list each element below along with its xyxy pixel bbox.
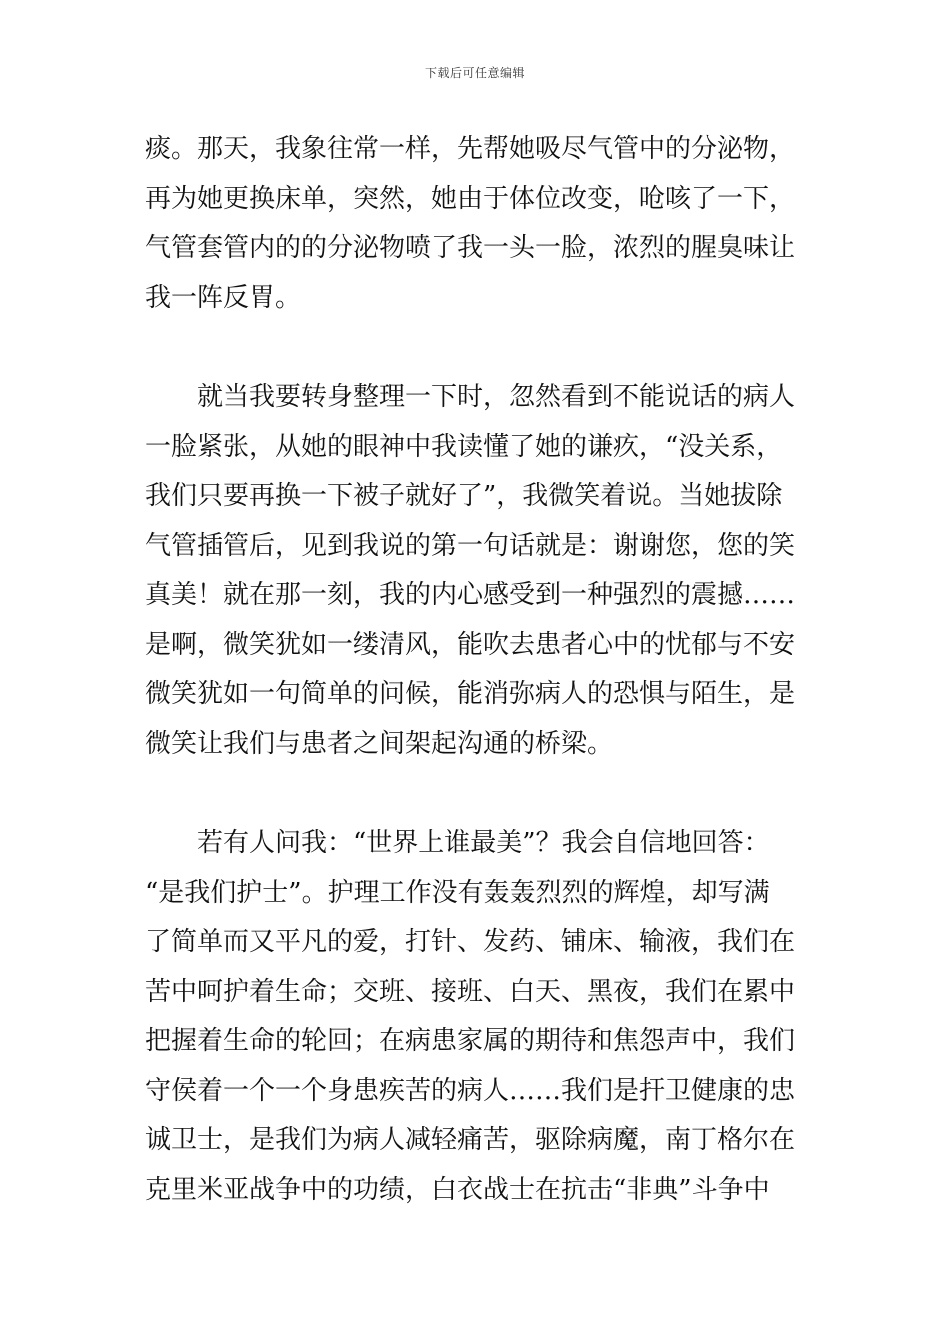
text-line: 真美！就在那一刻，我的内心感受到一种强烈的震撼……	[145, 580, 796, 610]
page-header: 下载后可任意编辑	[424, 66, 525, 80]
text-line: 守侯着一个一个身患疾苦的病人……我们是扞卫健康的忠	[145, 1076, 796, 1106]
text-line: 若有人问我：“世界上谁最美”？我会自信地回答：	[145, 828, 770, 858]
text-line: 痰。那天，我象往常一样，先帮她吸尽气管中的分泌物，	[145, 134, 796, 164]
text-line: 一脸紧张，从她的眼神中我读懂了她的谦疚，“没关系，	[145, 432, 783, 462]
text-line: 就当我要转身整理一下时，忽然看到不能说话的病人	[145, 382, 796, 412]
text-line: 我们只要再换一下被子就好了”，我微笑着说。当她拔除	[145, 481, 783, 511]
text-line: 克里米亚战争中的功绩，白衣战士在抗击“非典”斗争中	[145, 1175, 770, 1205]
text-line: 气管插管后，见到我说的第一句话就是：谢谢您，您的笑	[145, 531, 796, 561]
text-line: 诚卫士，是我们为病人减轻痛苦，驱除病魔，南丁格尔在	[145, 1125, 796, 1155]
text-line: 是啊，微笑犹如一缕清风，能吹去患者心中的忧郁与不安	[145, 630, 796, 660]
text-line: 再为她更换床单，突然，她由于体位改变，呛咳了一下，	[145, 184, 796, 214]
text-line: 气管套管内的的分泌物喷了我一头一脸，浓烈的腥臭味让	[145, 233, 796, 263]
text-line: 我一阵反胃。	[145, 283, 302, 313]
text-line: 了简单而又平凡的爱，打针、发药、铺床、输液，我们在	[145, 927, 796, 957]
text-line: 苦中呵护着生命；交班、接班、白天、黑夜，我们在累中	[145, 977, 796, 1007]
text-line: 把握着生命的轮回；在病患家属的期待和焦怨声中，我们	[145, 1026, 796, 1056]
text-line: “是我们护士”。护理工作没有轰轰烈烈的辉煌，却写满	[145, 878, 770, 908]
text-line: 微笑让我们与患者之间架起沟通的桥梁。	[145, 729, 614, 759]
text-line: 微笑犹如一句简单的问候，能消弥病人的恐惧与陌生，是	[145, 679, 796, 709]
